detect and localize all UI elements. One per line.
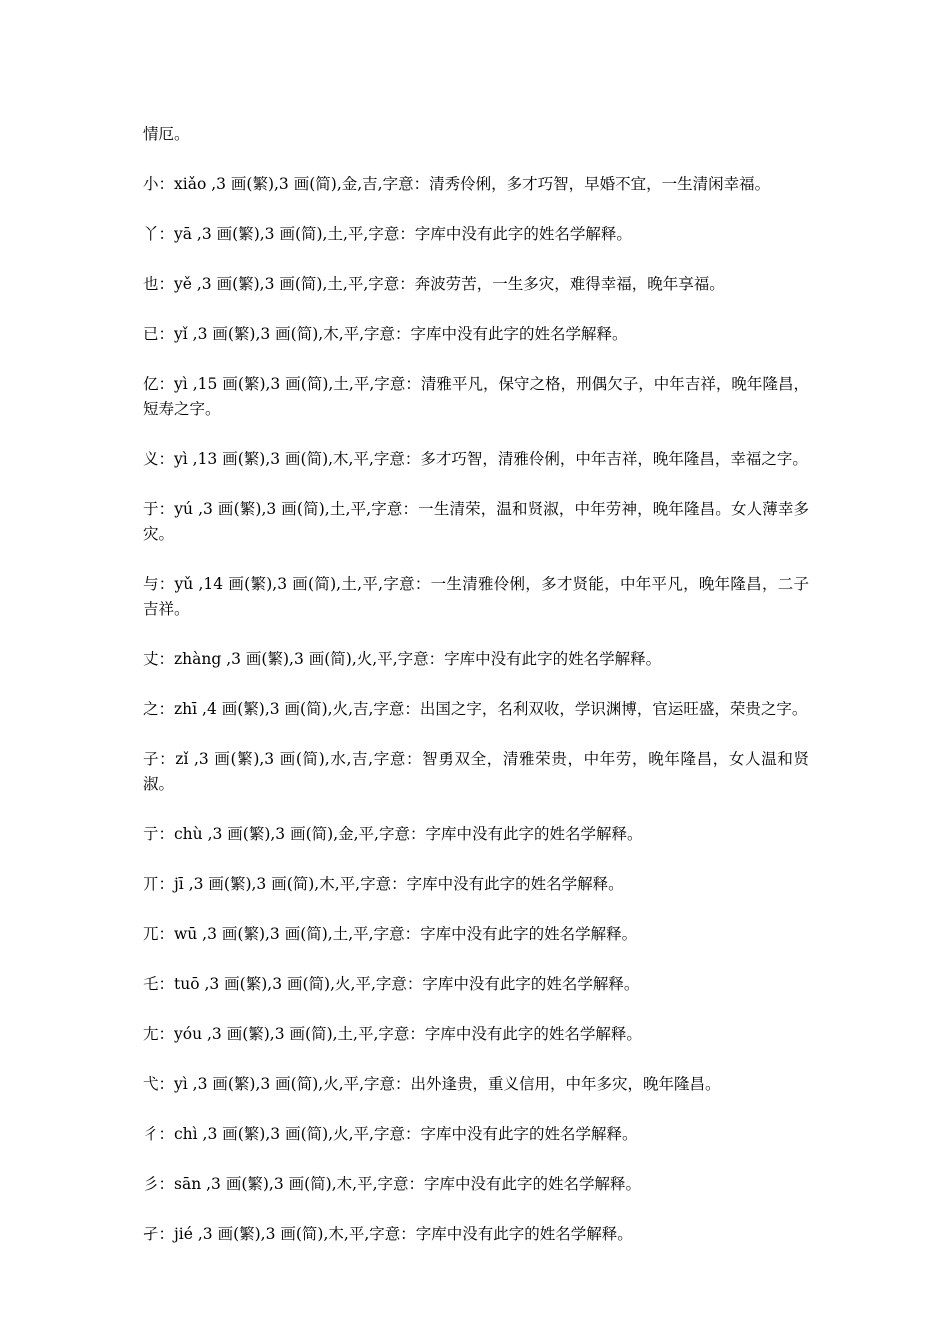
entry-paragraph: 与：yǔ ,14 画(繁),3 画(简),土,平,字意：一生清雅伶俐，多才贤能，中年平凡，晚年隆昌，二子吉祥。 [143,575,809,618]
entry-paragraph: 尢：yóu ,3 画(繁),3 画(简),土,平,字意：字库中没有此字的姓名学解释。 [143,1025,642,1043]
entry-paragraph: 也：yě ,3 画(繁),3 画(简),土,平,字意：奔波劳苦，一生多灾，难得幸福，晚年享福。 [143,275,725,293]
entry-paragraph: 义：yì ,13 画(繁),3 画(简),木,平,字意：多才巧智，清雅伶俐，中年吉祥，晚年隆昌，幸福之字。 [143,450,808,468]
entry-paragraph: 丌：jī ,3 画(繁),3 画(简),木,平,字意：字库中没有此字的姓名学解释。 [143,875,624,893]
entry-paragraph: 亍：chù ,3 画(繁),3 画(简),金,平,字意：字库中没有此字的姓名学解释。 [143,825,643,843]
entry-paragraph: 之：zhī ,4 画(繁),3 画(简),火,吉,字意：出国之字，名利双收，学识渊博，官运旺盛，荣贵之字。 [143,700,808,718]
entry-paragraph: 已：yǐ ,3 画(繁),3 画(简),木,平,字意：字库中没有此字的姓名学解释。 [143,325,628,343]
entry-paragraph: 孑：jié ,3 画(繁),3 画(简),木,平,字意：字库中没有此字的姓名学解释。 [143,1225,633,1243]
entry-paragraph: 于：yú ,3 画(繁),3 画(简),土,平,字意：一生清荣，温和贤淑，中年劳神，晚年隆昌。女人薄幸多灾。 [143,500,809,543]
entry-paragraph: 弋：yì ,3 画(繁),3 画(简),火,平,字意：出外逢贵，重义信用，中年多灾，晚年隆昌。 [143,1075,721,1093]
entry-paragraph: 小：xiǎo ,3 画(繁),3 画(简),金,吉,字意：清秀伶俐，多才巧智，早婚不宜，一生清闲幸福。 [143,175,771,193]
entry-paragraph: 彳：chì ,3 画(繁),3 画(简),火,平,字意：字库中没有此字的姓名学解释。 [143,1125,638,1143]
entry-paragraph: 丫：yā ,3 画(繁),3 画(简),土,平,字意：字库中没有此字的姓名学解释。 [143,225,632,243]
entry-paragraph: 彡：sān ,3 画(繁),3 画(简),木,平,字意：字库中没有此字的姓名学解释。 [143,1175,642,1193]
entry-paragraph: 乇：tuō ,3 画(繁),3 画(简),火,平,字意：字库中没有此字的姓名学解释。 [143,975,640,993]
entry-paragraph: 情厄。 [143,125,190,143]
entry-paragraph: 亿：yì ,15 画(繁),3 画(简),土,平,字意：清雅平凡，保守之格，刑偶欠子，中年吉祥，晚年隆昌，短寿之字。 [143,375,809,418]
entry-paragraph: 子：zǐ ,3 画(繁),3 画(简),水,吉,字意：智勇双全，清雅荣贵，中年劳，晚年隆昌，女人温和贤淑。 [143,750,809,793]
document-page [143,122,809,1272]
entry-paragraph: 兀：wū ,3 画(繁),3 画(简),土,平,字意：字库中没有此字的姓名学解释。 [143,925,638,943]
entry-paragraph: 丈：zhàng ,3 画(繁),3 画(简),火,平,字意：字库中没有此字的姓名学解释。 [143,650,662,668]
